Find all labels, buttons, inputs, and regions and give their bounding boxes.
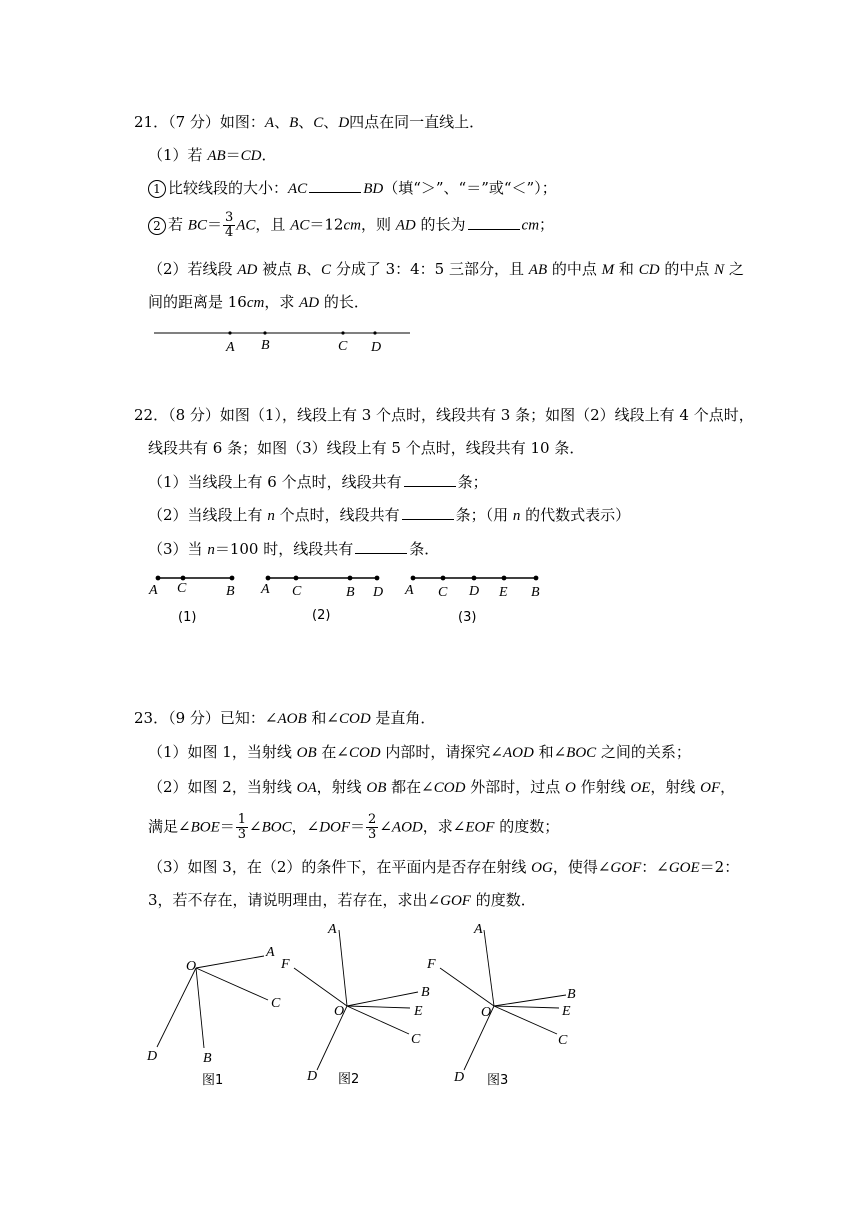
q21-sub2: 2 若 BC＝ $\frac{3}{4}$ AC，且 AC＝12cm，则 AD 的长为 cm； [148,211,554,240]
fig1-label-A: A [149,583,158,598]
point-label-C: C [338,339,348,354]
fig3-label-F: F [427,957,436,972]
fig2-label-C: C [292,584,302,599]
circled-number-2: 2 [148,217,166,235]
fig2-label-A: A [261,582,270,597]
fraction-3-4: $\frac{3}{4}$ [224,210,234,240]
fig1-label-C: C [271,996,281,1011]
q23-figure-2 [280,922,430,1087]
fig2-label-D: D [307,1069,318,1084]
q23-part2-line1: （2）如图 2，当射线 OA，射线 OB 都在∠COD 外部时，过点 O 作射线 OE，射线 OF， [148,778,736,796]
fig3-label-A: A [474,922,483,937]
q23-part1: （1）如图 1，当射线 OB 在∠COD 内部时，请探究∠AOD 和∠BOC 之间的关系； [148,743,691,761]
q23-title: 23．（9 分）已知：∠AOB 和∠COD 是直角． [134,709,436,727]
q21-part1: （1）若 AB＝CD． [148,146,277,164]
fig1-label-C: C [177,581,187,596]
q22-part2: （2）当线段上有 n 个点时，线段共有 条；（用 n 的代数式表示） [148,506,631,524]
fig2-label-F: F [281,957,290,972]
fig2-label-C: C [411,1032,421,1047]
fig1-caption: (1) [178,610,197,625]
q23-part3-line2: 3，若不存在，请说明理由，若存在，求出∠GOF 的度数． [148,891,536,909]
q21-title: 21．（7 分）如图：A、B、C、D四点在同一直线上． [134,113,485,131]
q23-part3-line1: （3）如图 3，在（2）的条件下，在平面内是否存在射线 OG，使得∠GOF：∠GOE＝2： [148,858,740,876]
q21-part2-line2: 间的距离是 16cm，求 AD 的长． [148,293,369,311]
fraction-1-3: $\frac{1}{3}$ [237,812,247,842]
q21-part2-line1: （2）若线段 AD 被点 B、C 分成了 3：4：5 三部分，且 AB 的中点 M 和 CD 的中点 N 之 [148,260,744,278]
fig1-caption: 图1 [202,1073,224,1088]
fig3-label-B: B [531,585,540,600]
q22-part1: （1）当线段上有 6 个点时，线段共有 条； [148,473,488,491]
q22-title-line1: 22．（8 分）如图（1），线段上有 3 个点时，线段共有 3 条；如图（2）线段上有 4 个点时， [134,406,754,424]
fig2-label-E: E [414,1004,423,1019]
fig2-label-B: B [346,585,355,600]
q21-sub1: 1 比较线段的大小：AC BD（填“＞”、“＝”或“＜”）； [148,178,557,199]
fig3-label-B: B [567,987,576,1002]
fig1-label-B: B [203,1051,212,1066]
fig2-label-O: O [334,1004,345,1019]
fig1-label-B: B [226,584,235,599]
fig2-label-A: A [328,922,337,937]
q22-part3: （3）当 n＝100 时，线段共有 条． [148,540,440,558]
fig3-label-C: C [438,585,448,600]
q23-figure-3 [426,922,576,1088]
q23-part2-line2: 满足∠BOE＝ $\frac{1}{3}$ ∠BOC，∠DOF＝ $\frac{2}{3}$ ∠AOD，求∠EOF 的度数； [148,812,560,842]
point-label-D: D [371,340,382,355]
fig2-label-D: D [373,585,384,600]
fig3-caption: 图3 [487,1073,509,1088]
point-label-B: B [261,338,270,353]
fig1-label-D: D [147,1049,158,1064]
fig3-caption: (3) [458,610,477,625]
fig3-label-O: O [481,1005,492,1020]
fraction-2-3: $\frac{2}{3}$ [368,812,377,842]
fig1-label-O: O [186,959,197,974]
q23-figure-1 [146,945,281,1088]
fig3-label-D: D [454,1070,465,1085]
fig3-label-D: D [469,584,480,599]
fig3-label-A: A [405,583,414,598]
fig2-label-B: B [421,985,430,1000]
q22-title-line2: 线段共有 6 条；如图（3）线段上有 5 个点时，线段共有 10 条． [148,439,585,457]
fig3-label-C: C [558,1033,568,1048]
fig2-caption: 图2 [338,1072,360,1087]
fig3-label-E: E [499,585,508,600]
fig3-label-E: E [562,1004,571,1019]
fig2-caption: (2) [312,608,331,623]
fig1-label-A: A [266,945,275,960]
point-label-A: A [226,340,235,355]
circled-number-1: 1 [148,180,166,198]
